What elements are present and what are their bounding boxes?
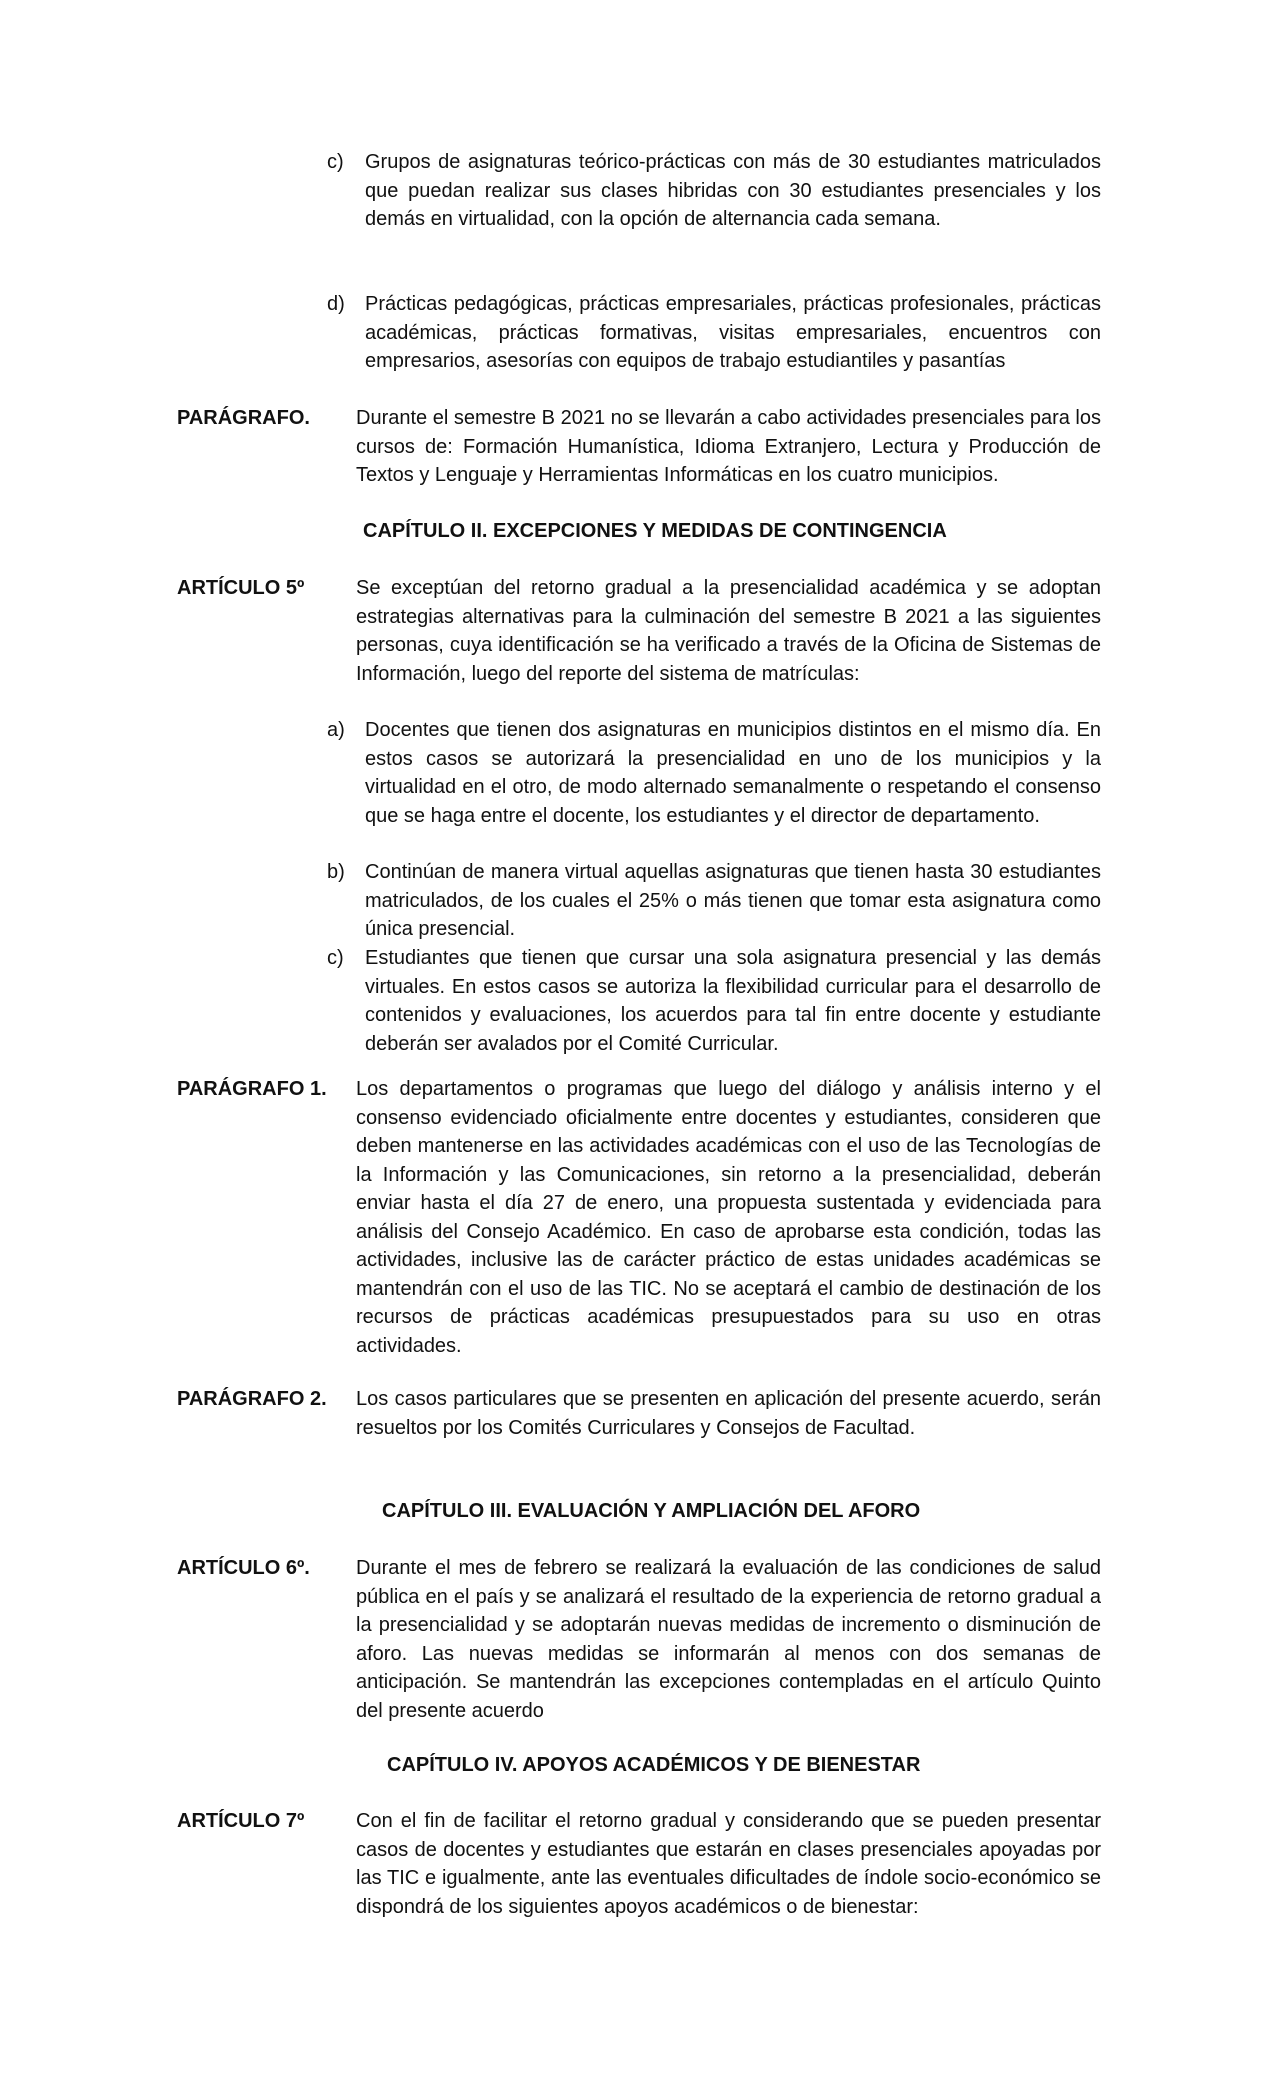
list-marker: c) <box>327 151 344 173</box>
articulo-6-label: ARTÍCULO 6º. <box>177 1557 310 1579</box>
paragrafo-2-label: PARÁGRAFO 2. <box>177 1388 327 1410</box>
list-item-text: Grupos de asignaturas teórico-prácticas con más de 30 estudiantes matriculados que puedan realizar sus clases hibridas con 30 estudiantes presenciales y los demás en virtualidad, con la opción de alternancia cada semana. <box>365 151 1101 230</box>
paragrafo-2-text: Los casos particulares que se presenten en aplicación del presente acuerdo, serán resueltos por los Comités Curriculares y Consejos de Facultad. <box>356 1388 1101 1439</box>
list-item-text: Docentes que tienen dos asignaturas en municipios distintos en el mismo día. En estos casos se autorizará la presencialidad en uno de los municipios y la virtualidad en el otro, de modo alternado semanalmente o respetando el consenso que se haga entre el docente, los estudiantes y el director de departamento. <box>365 719 1101 827</box>
paragrafo-1-text: Los departamentos o programas que luego del diálogo y análisis interno y el consenso evidenciado oficialmente entre docentes y estudiantes, consideren que deben mantenerse en las actividades académicas con el uso de las Tecnologías de la Información y las Comunicaciones, sin retorno a la presencialidad, deberán enviar hasta el día 27 de enero, una propuesta sustentada y evidenciada para análisis del Consejo Académico. En caso de aprobarse esta condición, todas las actividades, inclusive las de carácter práctico de estas unidades académicas se mantendrán con el uso de las TIC. No se aceptará el cambio de destinación de los recursos de prácticas académicas presupuestados para su uso en otras actividades. <box>356 1078 1101 1357</box>
chapter-iii-heading: CAPÍTULO III. EVALUACIÓN Y AMPLIACIÓN DEL AFORO <box>382 1500 921 1522</box>
chapter-ii-heading: CAPÍTULO II. EXCEPCIONES Y MEDIDAS DE CONTINGENCIA <box>363 520 947 542</box>
list-item-text: Continúan de manera virtual aquellas asignaturas que tienen hasta 30 estudiantes matriculados, de los cuales el 25% o más tienen que tomar esta asignatura como única presencial. <box>365 861 1101 940</box>
paragrafo-text: Durante el semestre B 2021 no se llevarán a cabo actividades presenciales para los cursos de: Formación Humanística, Idioma Extranjero, Lectura y Producción de Textos y Lenguaje y Herramientas Informáticas en los cuatro municipios. <box>356 407 1101 486</box>
articulo-7-label: ARTÍCULO 7º <box>177 1810 305 1832</box>
articulo-5-item-b <box>327 858 1101 944</box>
articulo-5-label: ARTÍCULO 5º <box>177 577 305 599</box>
paragrafo-1-label: PARÁGRAFO 1. <box>177 1078 327 1100</box>
articulo-5-text: Se exceptúan del retorno gradual a la presencialidad académica y se adoptan estrategias alternativas para la culminación del semestre B 2021 a las siguientes personas, cuya identificación se ha verificado a través de la Oficina de Sistemas de Información, luego del reporte del sistema de matrículas: <box>356 577 1101 685</box>
list-item-d-practices <box>327 290 1101 376</box>
articulo-6-text: Durante el mes de febrero se realizará la evaluación de las condiciones de salud pública en el país y se analizará el resultado de la experiencia de retorno gradual a la presencialidad y se adoptarán nuevas medidas de incremento o disminución de aforo. Las nuevas medidas se informarán al menos con dos semanas de anticipación. Se mantendrán las excepciones contempladas en el artículo Quinto del presente acuerdo <box>356 1557 1101 1722</box>
articulo-7-text: Con el fin de facilitar el retorno gradual y considerando que se pueden presentar casos de docentes y estudiantes que estarán en clases presenciales apoyadas por las TIC e igualmente, ante las eventuales dificultades de índole socio-económico se dispondrá de los siguientes apoyos académicos o de bienestar: <box>356 1810 1101 1918</box>
list-marker: c) <box>327 947 344 969</box>
list-item-text: Estudiantes que tienen que cursar una sola asignatura presencial y las demás virtuales. En estos casos se autoriza la flexibilidad curricular para el desarrollo de contenidos y evaluaciones, los acuerdos para tal fin entre docente y estudiante deberán ser avalados por el Comité Curricular. <box>365 947 1101 1055</box>
list-item-c-groups <box>327 148 1101 234</box>
list-marker: d) <box>327 293 345 315</box>
list-marker: b) <box>327 861 345 883</box>
list-item-text: Prácticas pedagógicas, prácticas empresariales, prácticas profesionales, prácticas académicas, prácticas formativas, visitas empresariales, encuentros con empresarios, asesorías con equipos de trabajo estudiantiles y pasantías <box>365 293 1101 372</box>
articulo-5-item-a <box>327 716 1101 830</box>
chapter-iv-heading: CAPÍTULO IV. APOYOS ACADÉMICOS Y DE BIENESTAR <box>387 1754 921 1776</box>
list-marker: a) <box>327 719 345 741</box>
articulo-5-item-c <box>327 944 1101 1058</box>
paragrafo-label: PARÁGRAFO. <box>177 407 310 429</box>
